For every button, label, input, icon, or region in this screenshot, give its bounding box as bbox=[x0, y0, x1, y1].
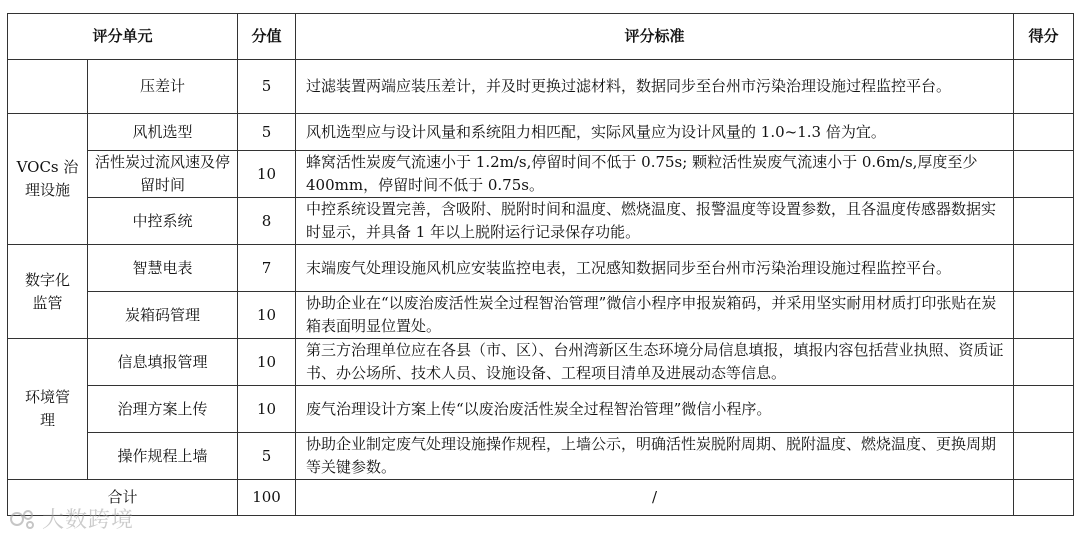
table-row bbox=[8, 433, 1074, 480]
standard-cell: 过滤装置两端应装压差计，并及时更换过滤材料，数据同步至台州市污染治理设施过程监控平台。 bbox=[296, 60, 1014, 114]
item-cell: 治理方案上传 bbox=[88, 386, 238, 433]
item-cell: 智慧电表 bbox=[88, 245, 238, 292]
item-cell: 操作规程上墙 bbox=[88, 433, 238, 480]
got-cell bbox=[1014, 433, 1074, 480]
score-cell: 10 bbox=[238, 292, 296, 339]
total-score: 100 bbox=[238, 480, 296, 516]
score-cell: 10 bbox=[238, 386, 296, 433]
score-cell: 8 bbox=[238, 198, 296, 245]
table-row bbox=[8, 151, 1074, 198]
got-cell bbox=[1014, 245, 1074, 292]
standard-cell: 风机选型应与设计风量和系统阻力相匹配，实际风量应为设计风量的 1.0~1.3 倍为宜。 bbox=[296, 114, 1014, 151]
item-cell: 风机选型 bbox=[88, 114, 238, 151]
got-cell bbox=[1014, 198, 1074, 245]
group-cell-vocs bbox=[8, 114, 88, 245]
score-cell: 10 bbox=[238, 339, 296, 386]
header-row bbox=[8, 14, 1074, 60]
standard-cell: 末端废气处理设施风机应安装监控电表，工况感知数据同步至台州市污染治理设施过程监控平台。 bbox=[296, 245, 1014, 292]
got-cell bbox=[1014, 339, 1074, 386]
score-cell: 5 bbox=[238, 114, 296, 151]
standard-cell: 废气治理设计方案上传“以废治废活性炭全过程智治管理”微信小程序。 bbox=[296, 386, 1014, 433]
group-label-digital: 数字化 监管 bbox=[24, 270, 70, 312]
group-label-vocs: VOCs 治理设施 bbox=[16, 158, 79, 199]
group-cell-env bbox=[8, 339, 88, 480]
item-cell: 信息填报管理 bbox=[88, 339, 238, 386]
got-cell bbox=[1014, 292, 1074, 339]
item-cell: 活性炭过流风速及停留时间 bbox=[88, 151, 238, 198]
got-cell bbox=[1014, 386, 1074, 433]
got-cell bbox=[1014, 151, 1074, 198]
score-cell: 10 bbox=[238, 151, 296, 198]
header-standard: 评分标准 bbox=[296, 14, 1014, 60]
table-row bbox=[8, 60, 1074, 114]
standard-cell: 第三方治理单位应在各县（市、区）、台州湾新区生态环境分局信息填报，填报内容包括营业执照、资质证书、办公场所、技术人员、设施设备、工程项目清单及进展动态等信息。 bbox=[296, 339, 1014, 386]
header-got: 得分 bbox=[1014, 14, 1074, 60]
scoring-table bbox=[7, 13, 1074, 516]
total-standard: / bbox=[296, 480, 1014, 516]
score-cell: 5 bbox=[238, 60, 296, 114]
group-cell-empty bbox=[8, 60, 88, 114]
item-cell: 中控系统 bbox=[88, 198, 238, 245]
group-cell-digital bbox=[8, 245, 88, 339]
header-unit: 评分单元 bbox=[8, 14, 238, 60]
score-cell: 5 bbox=[238, 433, 296, 480]
got-cell bbox=[1014, 114, 1074, 151]
score-cell: 7 bbox=[238, 245, 296, 292]
watermark-text: 大数跨境 bbox=[42, 508, 135, 533]
header-score: 分值 bbox=[238, 14, 296, 60]
item-cell: 炭箱码管理 bbox=[88, 292, 238, 339]
table-row bbox=[8, 198, 1074, 245]
total-label: 合计 bbox=[8, 480, 238, 516]
table-row bbox=[8, 339, 1074, 386]
group-label-env: 环境管 理 bbox=[24, 388, 70, 429]
table-row bbox=[8, 292, 1074, 339]
standard-cell: 蜂窝活性炭废气流速小于 1.2m/s,停留时间不低于 0.75s; 颗粒活性炭废气流速小于 0.6m/s,厚度至少 400mm，停留时间不低于 0.75s。 bbox=[296, 151, 1014, 198]
standard-cell: 协助企业制定废气处理设施操作规程，上墙公示，明确活性炭脱附周期、脱附温度、燃烧温度、更换周期等关键参数。 bbox=[296, 433, 1014, 480]
total-row bbox=[8, 480, 1074, 516]
standard-cell: 中控系统设置完善，含吸附、脱附时间和温度、燃烧温度、报警温度等设置参数，且各温度传感器数据实时显示，并具备 1 年以上脱附运行记录保存功能。 bbox=[296, 198, 1014, 245]
total-got bbox=[1014, 480, 1074, 516]
table-row bbox=[8, 114, 1074, 151]
table-row bbox=[8, 386, 1074, 433]
table-row bbox=[8, 245, 1074, 292]
item-cell: 压差计 bbox=[88, 60, 238, 114]
standard-cell: 协助企业在“以废治废活性炭全过程智治管理”微信小程序申报炭箱码，并采用坚实耐用材质打印张贴在炭箱表面明显位置处。 bbox=[296, 292, 1014, 339]
got-cell bbox=[1014, 60, 1074, 114]
